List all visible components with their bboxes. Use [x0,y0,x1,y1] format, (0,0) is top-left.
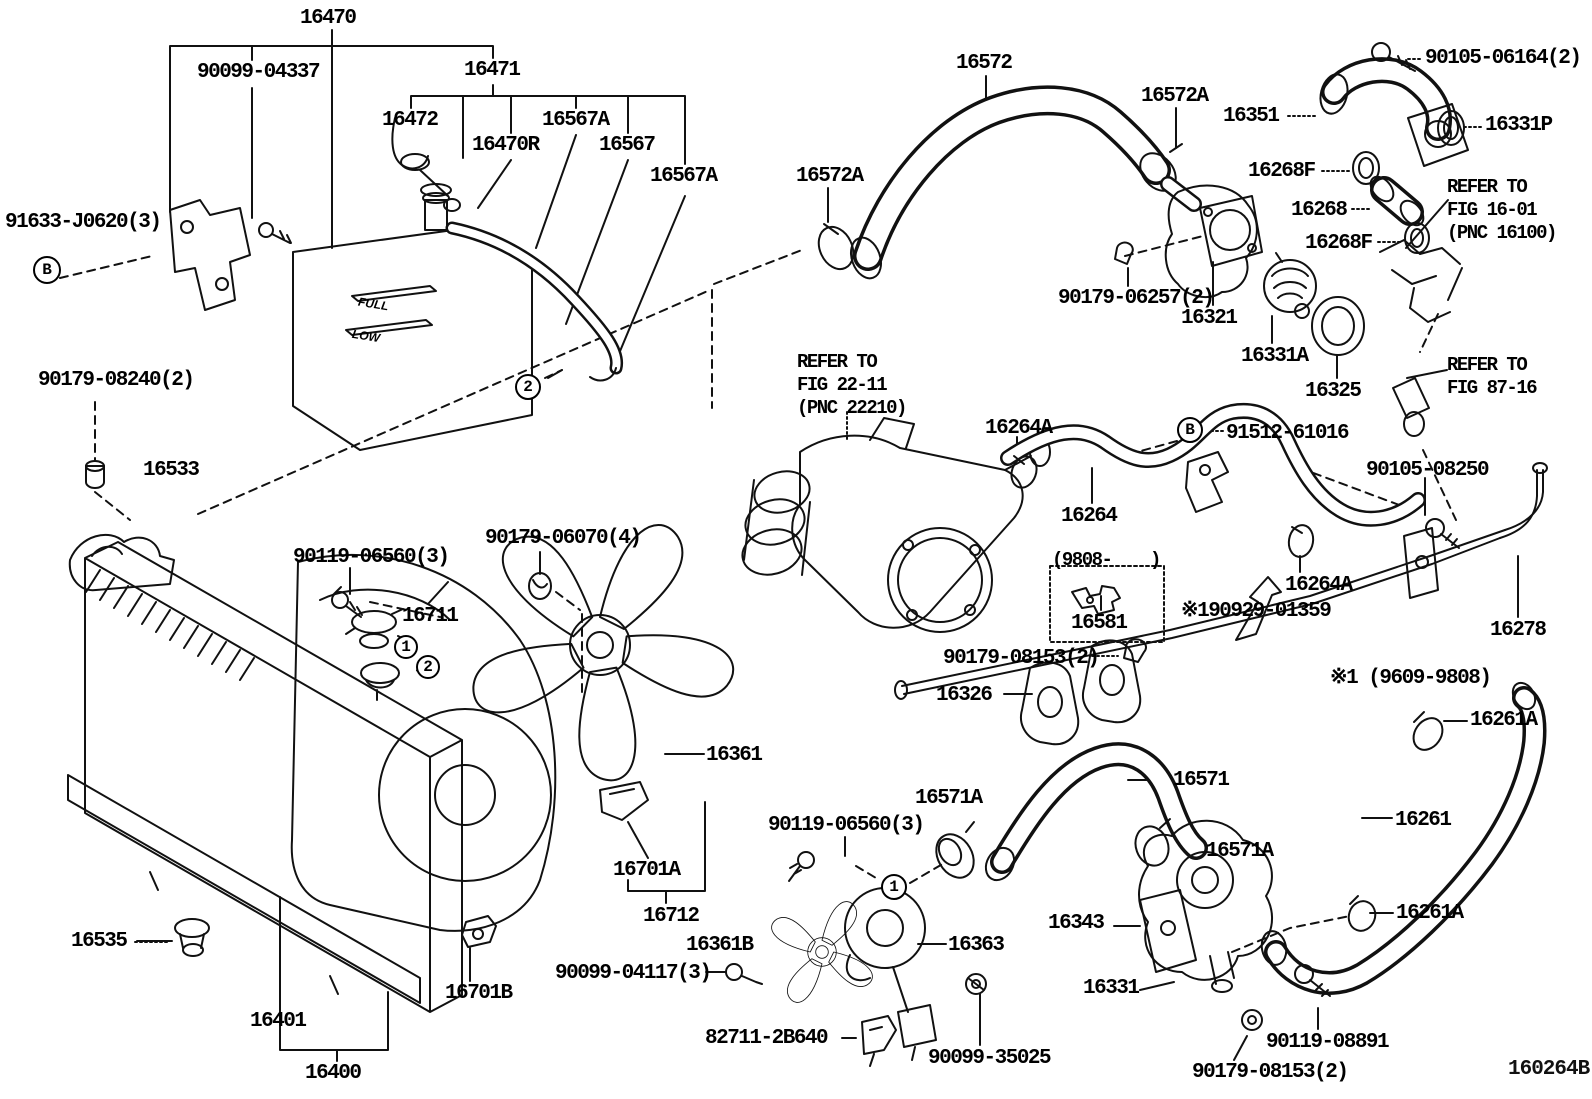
part-label-16264A-2: 16264A [1285,574,1352,597]
part-label-refer2211-1: REFER TO [797,351,877,373]
part-label-16567A-2: 16567A [650,165,717,188]
part-label-16571: 16571 [1173,769,1229,792]
part-label-90105-06164: 90105-06164(2) [1425,47,1581,70]
part-label-16701A: 16701A [613,859,680,882]
part-label-16264A-1: 16264A [985,417,1052,440]
outlet-pipe-art [1317,43,1468,352]
part-label-90179-06257: 90179-06257(2) [1058,287,1214,310]
part-label-16331: 16331 [1083,977,1139,1000]
part-label-16261A-1: 16261A [1470,709,1537,732]
fan-motor-art [845,888,936,1060]
part-label-16533: 16533 [143,459,199,482]
part-label-16361B: 16361B [686,934,753,957]
part-label-refer1601-2: FIG 16-01 [1447,199,1537,221]
callout-circle-b-right: B [1177,417,1203,443]
part-label-16472: 16472 [382,109,438,132]
part-label-90179-08153-2: 90179-08153(2) [1192,1061,1348,1084]
part-label-91512-61016: 91512-61016 [1226,422,1349,445]
part-label-16331P: 16331P [1485,114,1552,137]
part-label-90119-06560-2: 90119-06560(3) [768,814,924,837]
part-label-16535: 16535 [71,930,127,953]
part-label-16400: 16400 [305,1062,361,1085]
part-label-16571A-2: 16571A [1206,840,1273,863]
part-label-16572A-2: 16572A [1141,85,1208,108]
callout-circle-1-motor: 1 [881,874,907,900]
part-label-refer2211-2: FIG 22-11 [797,374,887,396]
part-label-note-9609: ※1 (9609-9808) [1330,667,1491,690]
throttle-body-art [737,412,1050,632]
part-label-16571A-1: 16571A [915,787,982,810]
part-label-16581: 16581 [1071,612,1127,635]
part-label-16268: 16268 [1291,199,1347,222]
part-label-16278: 16278 [1490,619,1546,642]
part-label-82711-2B640: 82711-2B640 [705,1027,828,1050]
part-label-16471: 16471 [464,59,520,82]
part-label-16470: 16470 [300,7,356,30]
part-label-16701B: 16701B [445,982,512,1005]
part-label-16572A-1: 16572A [796,165,863,188]
part-label-refer8716-1: REFER TO [1447,354,1527,376]
part-label-90119-06560-1: 90119-06560(3) [293,546,449,569]
part-label-16363: 16363 [948,934,1004,957]
part-label-90929-01359: ※190929-01359 [1181,600,1331,623]
part-label-90179-06070: 90179-06070(4) [485,527,641,550]
part-label-16351: 16351 [1223,105,1279,128]
part-label-16567: 16567 [599,134,655,157]
part-label-16470R: 16470R [472,134,539,157]
part-label-note-9808-close: ) [1150,549,1160,571]
part-label-90179-08153-1: 90179-08153(2) [943,647,1099,670]
part-label-16264: 16264 [1061,505,1117,528]
fan-blade-art [463,525,740,791]
part-label-refer8716-2: FIG 87-16 [1447,377,1537,399]
callout-circle-1-cap: 1 [394,635,418,659]
part-label-16361: 16361 [706,744,762,767]
tank-full-marking: FULL [357,294,390,314]
part-label-16261A-2: 16261A [1396,902,1463,925]
part-label-90119-08891: 90119-08891 [1266,1031,1389,1054]
callout-circle-b-left: B [33,256,61,284]
part-label-90099-04337: 90099-04337 [197,61,320,84]
part-label-90099-35025: 90099-35025 [928,1047,1051,1070]
part-label-16268F-2: 16268F [1305,232,1372,255]
part-label-16401: 16401 [250,1010,306,1033]
reservoir-tank-art [170,118,532,450]
tank-low-marking: LOW [351,326,381,346]
part-label-90099-04117: 90099-04117(3) [555,962,711,985]
part-label-16711: 16711 [402,605,458,628]
part-label-16326: 16326 [936,684,992,707]
figure-number: 160264B [1508,1058,1590,1081]
part-label-refer1601-3: (PNC 16100) [1447,222,1556,244]
part-label-16331A: 16331A [1241,345,1308,368]
part-label-16325: 16325 [1305,380,1361,403]
part-label-16268F-1: 16268F [1248,160,1315,183]
part-label-16572: 16572 [956,52,1012,75]
part-label-90179-08240: 90179-08240(2) [38,369,194,392]
part-label-16712: 16712 [643,905,699,928]
part-label-16321: 16321 [1181,307,1237,330]
part-label-16261: 16261 [1395,809,1451,832]
callout-circle-2-hose: 2 [515,374,541,400]
part-label-note-9808-open: (9808- [1052,549,1112,571]
part-label-16567A-1: 16567A [542,109,609,132]
part-label-refer2211-3: (PNC 22210) [797,397,906,419]
sub-fan-art [772,902,873,1003]
upper-hose-art [812,100,1194,282]
callout-circle-2-cap: 2 [416,655,440,679]
part-label-16343: 16343 [1048,912,1104,935]
part-label-90105-08250: 90105-08250 [1366,459,1489,482]
part-label-91633-J0620: 91633-J0620(3) [5,211,161,234]
overflow-hose-art [452,228,617,380]
part-label-refer1601-1: REFER TO [1447,176,1527,198]
